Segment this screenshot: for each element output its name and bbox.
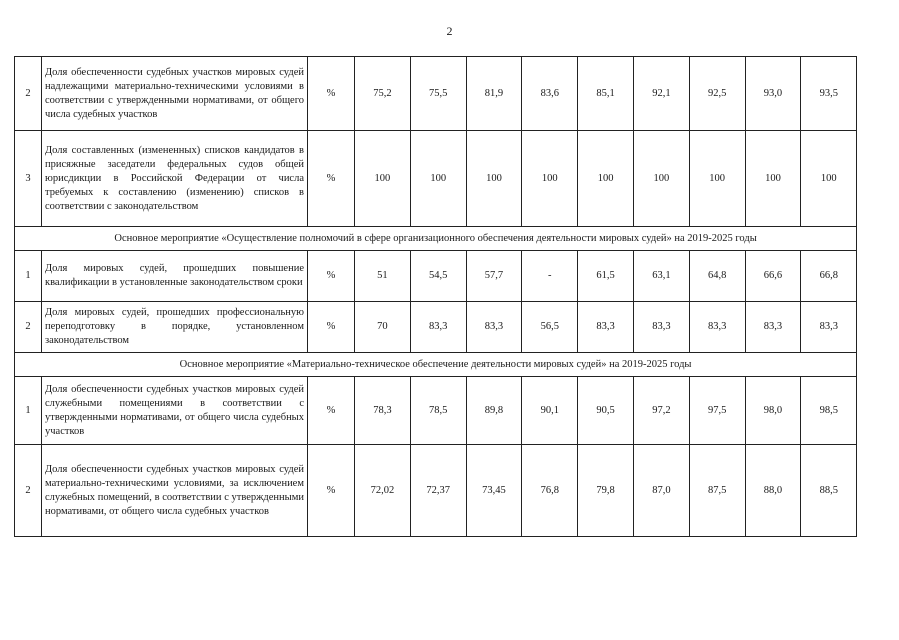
value-cell: 83,3: [633, 302, 689, 353]
value-cell: 66,8: [801, 251, 857, 302]
value-cell: 57,7: [466, 251, 522, 302]
value-cell: 92,1: [633, 57, 689, 131]
value-cell: 83,3: [466, 302, 522, 353]
value-cell: 85,1: [578, 57, 634, 131]
section-header-row: [15, 353, 857, 377]
value-cell: 75,5: [410, 57, 466, 131]
value-cell: 83,3: [578, 302, 634, 353]
row-number: 2: [15, 302, 42, 353]
value-cell: 78,5: [410, 377, 466, 445]
value-cell: -: [522, 251, 578, 302]
value-cell: 73,45: [466, 445, 522, 537]
row-number: 1: [15, 251, 42, 302]
value-cell: 87,5: [689, 445, 745, 537]
value-cell: 100: [745, 131, 801, 227]
table-row: [15, 377, 857, 445]
value-cell: 97,5: [689, 377, 745, 445]
value-cell: 83,3: [410, 302, 466, 353]
indicator-description: Доля обеспеченности судебных участков мировых судей служебными помещениями в соответствии с утвержденными нормативами, от общего числа судебных участков: [42, 377, 308, 445]
value-cell: 90,1: [522, 377, 578, 445]
section-title: Основное мероприятие «Осуществление полномочий в сфере организационного обеспечения деятельности мировых судей» на 2019-2025 годы: [15, 227, 857, 251]
row-number: 1: [15, 377, 42, 445]
value-cell: 76,8: [522, 445, 578, 537]
value-cell: 66,6: [745, 251, 801, 302]
section-header-row: [15, 227, 857, 251]
value-cell: 87,0: [633, 445, 689, 537]
value-cell: 81,9: [466, 57, 522, 131]
value-cell: 51: [355, 251, 411, 302]
value-cell: 93,5: [801, 57, 857, 131]
value-cell: 92,5: [689, 57, 745, 131]
unit-cell: %: [308, 251, 355, 302]
value-cell: 83,6: [522, 57, 578, 131]
value-cell: 100: [355, 131, 411, 227]
value-cell: 88,5: [801, 445, 857, 537]
section-title: Основное мероприятие «Материально-техническое обеспечение деятельности мировых судей» на 2019-2025 годы: [15, 353, 857, 377]
value-cell: 72,37: [410, 445, 466, 537]
value-cell: 100: [466, 131, 522, 227]
value-cell: 75,2: [355, 57, 411, 131]
unit-cell: %: [308, 445, 355, 537]
table-row: [15, 57, 857, 131]
page-number: 2: [446, 24, 453, 38]
value-cell: 63,1: [633, 251, 689, 302]
value-cell: 100: [410, 131, 466, 227]
value-cell: 89,8: [466, 377, 522, 445]
unit-cell: %: [308, 131, 355, 227]
row-number: 2: [15, 445, 42, 537]
table-row: [15, 251, 857, 302]
indicator-description: Доля составленных (измененных) списков кандидатов в присяжные заседатели федеральных судов общей юрисдикции в Российской Федерации от числа требуемых к составлению (изменению) списков в соответствии с законодательством: [42, 131, 308, 227]
value-cell: 79,8: [578, 445, 634, 537]
value-cell: 88,0: [745, 445, 801, 537]
value-cell: 83,3: [745, 302, 801, 353]
unit-cell: %: [308, 377, 355, 445]
value-cell: 83,3: [801, 302, 857, 353]
value-cell: 100: [689, 131, 745, 227]
table-row: [15, 131, 857, 227]
value-cell: 56,5: [522, 302, 578, 353]
value-cell: 100: [801, 131, 857, 227]
indicators-table: [14, 56, 857, 537]
value-cell: 93,0: [745, 57, 801, 131]
value-cell: 90,5: [578, 377, 634, 445]
value-cell: 54,5: [410, 251, 466, 302]
value-cell: 100: [522, 131, 578, 227]
row-number: 3: [15, 131, 42, 227]
table-row: [15, 445, 857, 537]
row-number: 2: [15, 57, 42, 131]
table-row: [15, 302, 857, 353]
value-cell: 97,2: [633, 377, 689, 445]
value-cell: 98,0: [745, 377, 801, 445]
unit-cell: %: [308, 302, 355, 353]
value-cell: 61,5: [578, 251, 634, 302]
unit-cell: %: [308, 57, 355, 131]
value-cell: 100: [578, 131, 634, 227]
value-cell: 64,8: [689, 251, 745, 302]
indicator-description: Доля обеспеченности судебных участков мировых судей материально-техническими условиями, за исключением служебных помещений, в соответствии с утвержденными нормативами, от общего числа судебных участков: [42, 445, 308, 537]
value-cell: 98,5: [801, 377, 857, 445]
indicator-description: Доля мировых судей, прошедших профессиональную переподготовку в порядке, установленном законодательством: [42, 302, 308, 353]
value-cell: 72,02: [355, 445, 411, 537]
value-cell: 70: [355, 302, 411, 353]
value-cell: 78,3: [355, 377, 411, 445]
value-cell: 83,3: [689, 302, 745, 353]
value-cell: 100: [633, 131, 689, 227]
indicator-description: Доля мировых судей, прошедших повышение квалификации в установленные законодательством сроки: [42, 251, 308, 302]
indicator-description: Доля обеспеченности судебных участков мировых судей надлежащими материально-техническими условиями в соответствии с утвержденными нормативами, от общего числа судебных участков: [42, 57, 308, 131]
